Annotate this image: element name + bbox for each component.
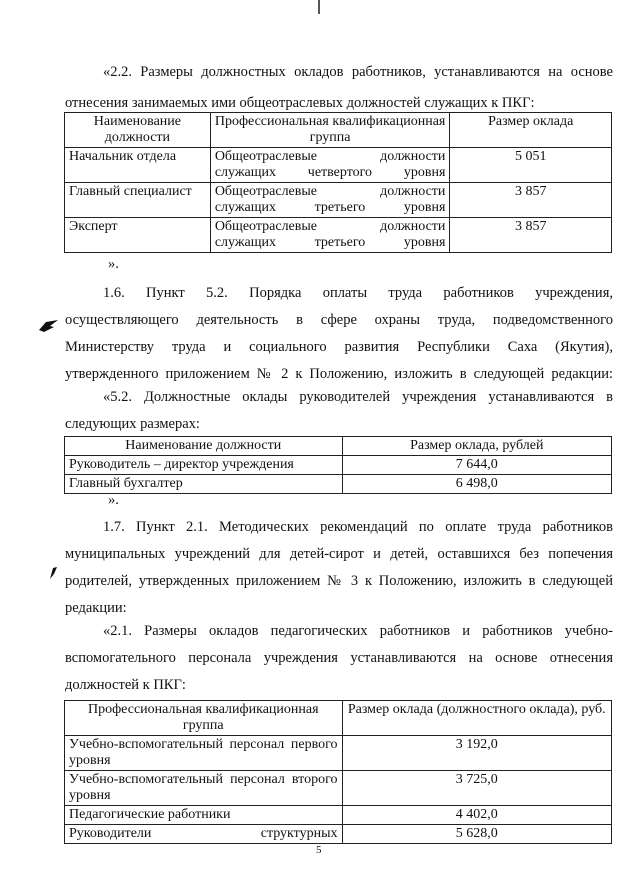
- paragraph-line: «2.1. Размеры окладов педагогических работников и работников учебно-: [103, 623, 613, 639]
- qualification-group: Общеотраслевые должности служащих третьего уровня: [210, 183, 450, 218]
- table-row: [65, 736, 612, 771]
- paragraph-line: муниципальных учреждений для детей-сирот и детей, оставшихся без попечения: [65, 546, 613, 562]
- position-name: Руководитель – директор учреждения: [65, 456, 343, 475]
- position-name: Главный бухгалтер: [65, 475, 343, 494]
- qualification-group: Общеотраслевые должности служащих четвертого уровня: [210, 148, 450, 183]
- position-name: Учебно-вспомогательный персонал второго уровня: [65, 771, 343, 806]
- salary-value: 3 725,0: [342, 771, 611, 806]
- paragraph-line: «5.2. Должностные оклады руководителей учреждения устанавливаются в: [103, 389, 613, 405]
- column-header: Наименование должности: [65, 113, 211, 148]
- position-name: Руководители структурных: [65, 825, 343, 844]
- paragraph-line: «2.2. Размеры должностных окладов работников, устанавливаются на основе: [103, 64, 613, 80]
- salary-value: 5 051: [450, 148, 612, 183]
- position-name: Педагогические работники: [65, 806, 343, 825]
- table-row: [65, 771, 612, 806]
- qualification-group: Общеотраслевые должности служащих третьего уровня: [210, 218, 450, 253]
- table-header-row: [65, 701, 612, 736]
- table-row: [65, 183, 612, 218]
- quote-end: ».: [108, 492, 119, 508]
- paragraph-1-7: [65, 514, 613, 622]
- table-positions-salaries: [64, 112, 612, 253]
- paragraph-5-2: [65, 384, 613, 438]
- paragraph-1-6: [65, 280, 613, 388]
- salary-value: 7 644,0: [342, 456, 611, 475]
- top-binding-mark: [318, 0, 320, 14]
- salary-value: 6 498,0: [342, 475, 611, 494]
- position-name: Учебно-вспомогательный персонал первого уровня: [65, 736, 343, 771]
- table-header-row: [65, 113, 612, 148]
- table-row: [65, 148, 612, 183]
- table-row: [65, 218, 612, 253]
- paragraph-2-2: [65, 63, 613, 113]
- column-header: Размер оклада (должностного оклада), руб.: [342, 701, 611, 736]
- paragraph-2-1: [65, 618, 613, 699]
- table-row: [65, 456, 612, 475]
- paragraph-line: утвержденного приложением № 2 к Положению, изложить в следующей редакции:: [65, 366, 613, 382]
- salary-value: 3 857: [450, 218, 612, 253]
- salary-value: 4 402,0: [342, 806, 611, 825]
- salary-value: 5 628,0: [342, 825, 611, 844]
- paragraph-line: должностей к ПКГ:: [65, 677, 186, 693]
- table-row: [65, 825, 612, 844]
- paragraph-line: редакции:: [65, 600, 127, 616]
- paragraph-line: Министерству труда и социального развития Республики Саха (Якутия),: [65, 339, 613, 355]
- column-header: Наименование должности: [65, 437, 343, 456]
- table-managers-salaries: [64, 436, 612, 494]
- column-header: Размер оклада: [450, 113, 612, 148]
- margin-mark-icon: [38, 318, 60, 334]
- column-header: Профессиональная квалификационная группа: [210, 113, 450, 148]
- paragraph-line: родителей, утвержденных приложением № 3 к Положению, изложить в следующей: [65, 573, 613, 589]
- paragraph-line: вспомогательного персонала учреждения устанавливаются на основе отнесения: [65, 650, 613, 666]
- table-row: [65, 806, 612, 825]
- paragraph-line: следующих размерах:: [65, 416, 200, 432]
- salary-value: 3 192,0: [342, 736, 611, 771]
- salary-value: 3 857: [450, 183, 612, 218]
- page-number: 5: [316, 844, 322, 856]
- table-row: [65, 475, 612, 494]
- paragraph-line: отнесения занимаемых ими общеотраслевых должностей служащих к ПКГ:: [65, 95, 535, 111]
- column-header: Профессиональная квалификационная группа: [65, 701, 343, 736]
- table-header-row: [65, 437, 612, 456]
- position-name: Главный специалист: [65, 183, 211, 218]
- margin-mark-icon: [48, 565, 58, 581]
- table-pedagogical-salaries: [64, 700, 612, 844]
- quote-end: ».: [108, 256, 119, 272]
- paragraph-line: осуществляющего деятельность в сфере охраны труда, подведомственного: [65, 312, 613, 328]
- paragraph-line: 1.6. Пункт 5.2. Порядка оплаты труда работников учреждения,: [103, 285, 613, 301]
- position-name: Начальник отдела: [65, 148, 211, 183]
- column-header: Размер оклада, рублей: [342, 437, 611, 456]
- paragraph-line: 1.7. Пункт 2.1. Методических рекомендаций по оплате труда работников: [103, 519, 613, 535]
- position-name: Эксперт: [65, 218, 211, 253]
